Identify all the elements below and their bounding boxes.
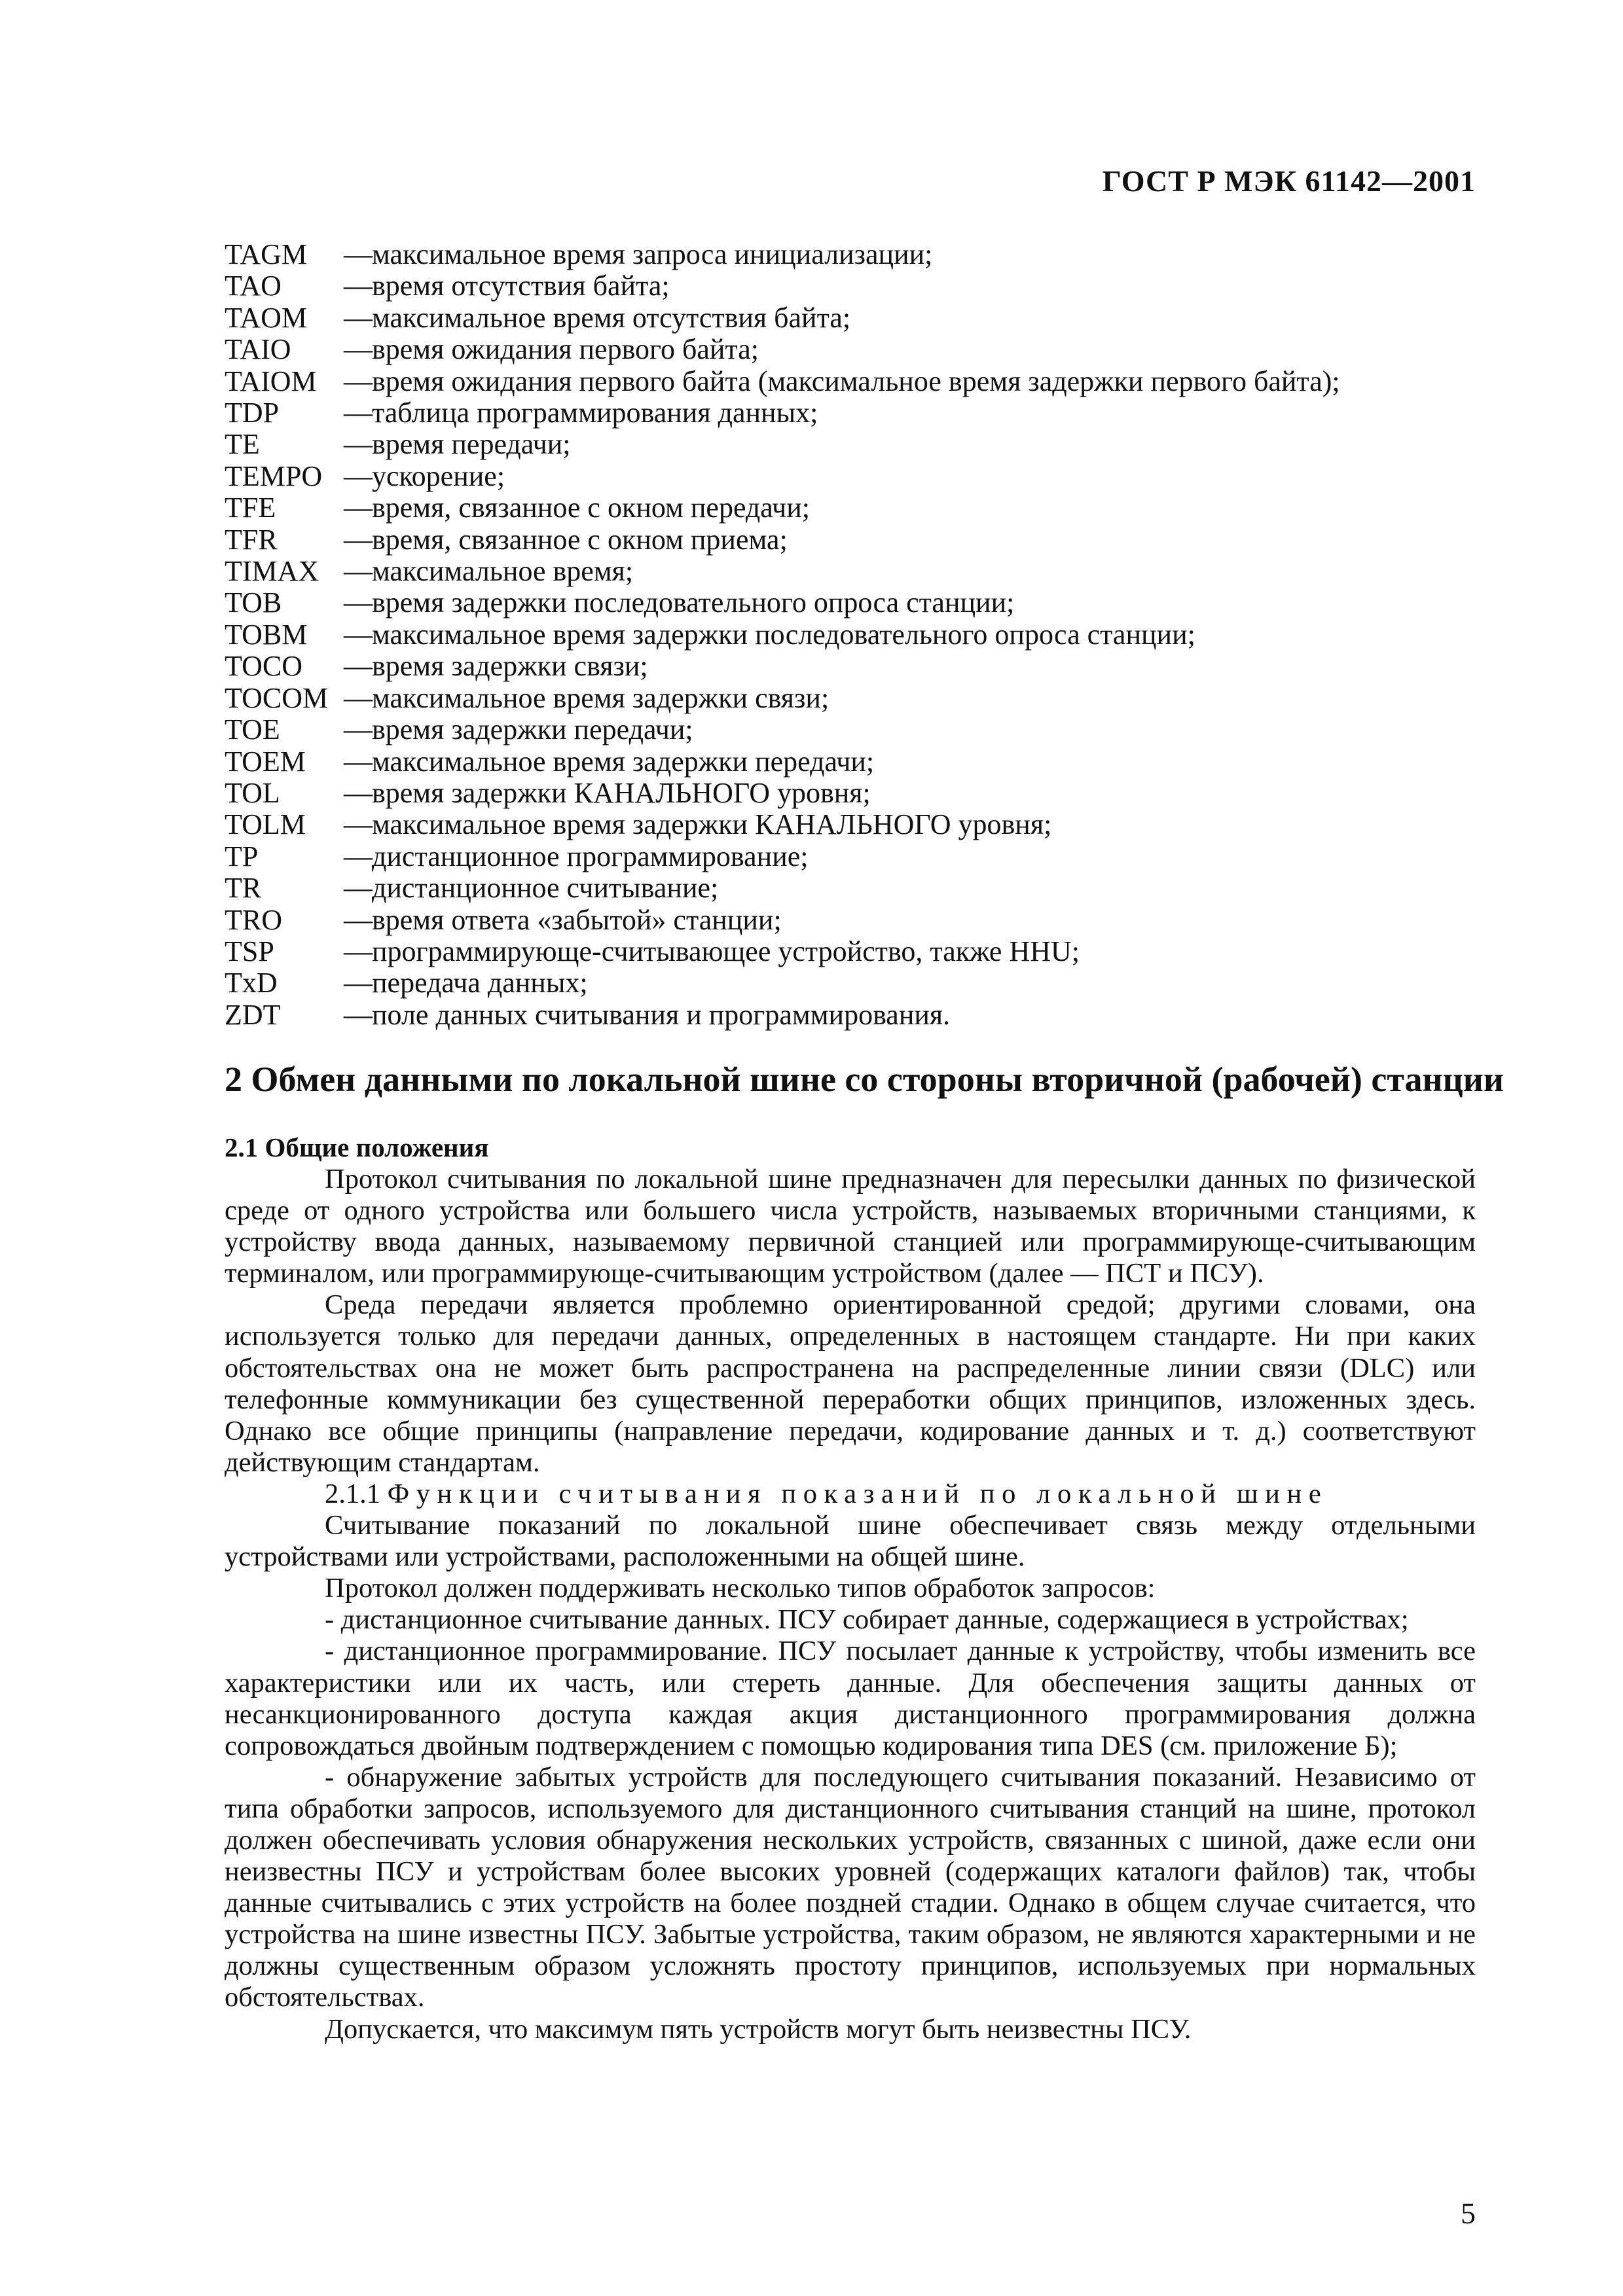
abbreviation-term: TDP xyxy=(225,397,280,429)
abbreviation-row xyxy=(225,619,1482,651)
abbreviation-definition: время передачи; xyxy=(372,428,571,461)
abbreviation-row xyxy=(225,239,1482,270)
abbreviation-term: TP xyxy=(225,840,259,872)
abbreviation-term: TOL xyxy=(225,776,280,809)
abbreviation-definition: время отсутствия байта; xyxy=(372,270,670,302)
abbreviation-definition: поле данных считывания и программирования. xyxy=(372,998,951,1031)
abbreviation-term: TOE xyxy=(225,713,280,746)
abbreviation-term: TSP xyxy=(225,935,274,967)
abbreviation-term: TOBM xyxy=(225,618,308,651)
abbreviation-dash: — xyxy=(344,872,373,905)
abbreviation-dash: — xyxy=(344,808,373,841)
abbreviation-term: TEMPO xyxy=(225,459,323,492)
abbreviation-term: TAIOM xyxy=(225,365,317,397)
abbreviation-row xyxy=(225,809,1482,840)
abbreviation-dash: — xyxy=(344,428,373,461)
abbreviation-dash: — xyxy=(344,397,373,429)
abbreviation-term: TxD xyxy=(225,967,278,999)
abbreviation-term: TE xyxy=(225,428,260,461)
abbreviation-row xyxy=(225,936,1482,967)
abbreviation-row xyxy=(225,967,1482,999)
abbreviation-definition: время задержки связи; xyxy=(372,650,648,683)
abbreviation-term: TFE xyxy=(225,492,276,524)
abbreviation-definition: максимальное время; xyxy=(372,555,634,588)
abbreviation-row xyxy=(225,270,1482,302)
abbreviation-term: TOEM xyxy=(225,745,306,778)
abbreviation-definition: время, связанное с окном передачи; xyxy=(372,492,810,524)
abbreviation-dash: — xyxy=(344,365,373,397)
abbreviation-dash: — xyxy=(344,840,373,872)
abbreviation-row xyxy=(225,556,1482,587)
abbreviation-definition: время задержки последовательного опроса станции; xyxy=(372,586,1015,619)
abbreviation-row xyxy=(225,778,1482,809)
abbreviation-dash: — xyxy=(344,492,373,524)
abbreviation-definition: максимальное время задержки связи; xyxy=(372,681,830,714)
abbreviation-definition: программирующе-считывающее устройство, также HHU; xyxy=(372,935,1080,967)
list-item: - дистанционное программирование. ПСУ посылает данные к устройству, чтобы изменить все характеристики или их часть, или стереть данные. Для обеспечения защиты данных от несанкционированного доступа каждая акция дистанционного программирования должна сопровождаться двойным подтверждением с помощью кодирования типа DES (см. приложение Б); xyxy=(225,1636,1476,1761)
abbreviation-definition: максимальное время задержки последовательного опроса станции; xyxy=(372,618,1195,651)
abbreviation-term: TIMAX xyxy=(225,555,319,588)
abbreviation-row xyxy=(225,587,1482,619)
abbreviation-term: TOCOM xyxy=(225,681,329,714)
abbreviation-dash: — xyxy=(344,270,373,302)
abbreviation-dash: — xyxy=(344,681,373,714)
abbreviation-dash: — xyxy=(344,618,373,651)
abbreviation-row xyxy=(225,366,1482,397)
abbreviation-row xyxy=(225,746,1482,778)
abbreviation-dash: — xyxy=(344,967,373,999)
paragraph: Считывание показаний по локальной шине обеспечивает связь между отдельными устройствами или устройствами, расположенными на общей шине. xyxy=(225,1510,1476,1573)
abbreviation-dash: — xyxy=(344,903,373,936)
abbreviation-row xyxy=(225,397,1482,429)
abbreviation-dash: — xyxy=(344,459,373,492)
abbreviation-dash: — xyxy=(344,333,373,366)
abbreviation-definition: дистанционное считывание; xyxy=(372,872,719,905)
page-number: 5 xyxy=(1461,2197,1476,2230)
paragraph: Протокол должен поддерживать несколько типов обработок запросов: xyxy=(325,1573,1156,1604)
abbreviation-row xyxy=(225,334,1482,365)
abbreviation-dash: — xyxy=(344,238,373,270)
abbreviation-row xyxy=(225,714,1482,745)
paragraph: Среда передачи является проблемно ориентированной средой; другими словами, она используется только для передачи данных, определенных в настоящем стандарте. Ни при каких обстоятельствах она не может быть распространена на распределенные линии связи (DLC) или телефонные коммуникации без существенной переработки общих принципов, изложенных здесь. Однако все общие принципы (направление передачи, кодирование данных и т. д.) соответствуют действующим стандартам. xyxy=(225,1289,1476,1478)
abbreviation-definition: передача данных; xyxy=(372,967,588,999)
abbreviation-term: TAGM xyxy=(225,238,308,270)
clause-title: Функции считывания показаний по локальной шине xyxy=(387,1478,1328,1509)
clause-heading xyxy=(225,1479,1476,1510)
abbreviation-term: TAIO xyxy=(225,333,291,366)
abbreviation-term: ZDT xyxy=(225,998,281,1031)
abbreviation-row xyxy=(225,524,1482,556)
list-item: - обнаружение забытых устройств для последующего считывания показаний. Независимо от типа обработки запросов, используемого для дистанционного считывания станций на шине, протокол должен обеспечивать условия обнаружения нескольких устройств, связанных с шиной, даже если они неизвестны ПСУ и устройствам более высоких уровней (содержащих каталоги файлов) так, чтобы данные считывались с этих устройств на более поздней стадии. Однако в общем случае считается, что устройства на шине известны ПСУ. Забытые устройства, таким образом, не являются характерными и не должны существенным образом усложнять простоту принципов, используемых при нормальных обстоятельствах. xyxy=(225,1761,1476,2013)
abbreviation-row xyxy=(225,999,1482,1031)
list-item: - дистанционное считывание данных. ПСУ собирает данные, содержащиеся в устройствах; xyxy=(325,1604,1409,1636)
abbreviation-list xyxy=(225,239,1482,1031)
abbreviation-dash: — xyxy=(344,935,373,967)
section-body xyxy=(225,1132,1476,2045)
abbreviation-dash: — xyxy=(344,650,373,683)
abbreviation-definition: время задержки передачи; xyxy=(372,713,693,746)
abbreviation-row xyxy=(225,683,1482,714)
abbreviation-definition: время ожидания первого байта (максимальное время задержки первого байта); xyxy=(372,365,1340,397)
abbreviation-row xyxy=(225,905,1482,936)
abbreviation-term: TOCO xyxy=(225,650,302,683)
paragraph: Допускается, что максимум пять устройств могут быть неизвестны ПСУ. xyxy=(325,2013,1192,2045)
abbreviation-definition: время задержки КАНАЛЬНОГО уровня; xyxy=(372,776,871,809)
abbreviation-dash: — xyxy=(344,745,373,778)
abbreviation-row xyxy=(225,429,1482,460)
abbreviation-dash: — xyxy=(344,713,373,746)
abbreviation-term: TOB xyxy=(225,586,282,619)
abbreviation-row xyxy=(225,492,1482,524)
abbreviation-term: TFR xyxy=(225,523,278,556)
abbreviation-definition: максимальное время запроса инициализации; xyxy=(372,238,933,270)
abbreviation-dash: — xyxy=(344,523,373,556)
paragraph: Протокол считывания по локальной шине предназначен для пересылки данных по физической среде от одного устройства или большего числа устройств, называемых вторичными станциями, к устройству ввода данных, называемому первичной станцией или программирующе-считывающим терминалом, или программирующе-считывающим устройством (далее — ПСТ и ПСУ). xyxy=(225,1164,1476,1289)
abbreviation-dash: — xyxy=(344,586,373,619)
abbreviation-definition: максимальное время отсутствия байта; xyxy=(372,301,851,334)
abbreviation-term: TOLM xyxy=(225,808,306,841)
abbreviation-term: TAO xyxy=(225,270,282,302)
abbreviation-definition: максимальное время задержки КАНАЛЬНОГО уровня; xyxy=(372,808,1052,841)
abbreviation-term: TRO xyxy=(225,903,282,936)
abbreviation-dash: — xyxy=(344,555,373,588)
abbreviation-dash: — xyxy=(344,998,373,1031)
abbreviation-definition: дистанционное программирование; xyxy=(372,840,809,872)
abbreviation-definition: время ожидания первого байта; xyxy=(372,333,759,366)
document-header: ГОСТ Р МЭК 61142—2001 xyxy=(1102,164,1476,198)
abbreviation-dash: — xyxy=(344,301,373,334)
abbreviation-definition: максимальное время задержки передачи; xyxy=(372,745,875,778)
abbreviation-definition: таблица программирования данных; xyxy=(372,397,818,429)
abbreviation-definition: ускорение; xyxy=(372,459,505,492)
section-title: 2 Обмен данными по локальной шине со стороны вторичной (рабочей) станции xyxy=(225,1060,1504,1099)
abbreviation-row xyxy=(225,651,1482,682)
abbreviation-definition: время ответа «забытой» станции; xyxy=(372,903,782,936)
abbreviation-row xyxy=(225,872,1482,904)
abbreviation-definition: время, связанное с окном приема; xyxy=(372,523,788,556)
abbreviation-dash: — xyxy=(344,776,373,809)
abbreviation-row xyxy=(225,841,1482,872)
abbreviation-term: TAOM xyxy=(225,301,308,334)
abbreviation-term: TR xyxy=(225,872,262,905)
abbreviation-row xyxy=(225,461,1482,492)
subsection-title: 2.1 Общие положения xyxy=(225,1132,489,1162)
abbreviation-row xyxy=(225,302,1482,334)
clause-number: 2.1.1 xyxy=(325,1478,380,1509)
